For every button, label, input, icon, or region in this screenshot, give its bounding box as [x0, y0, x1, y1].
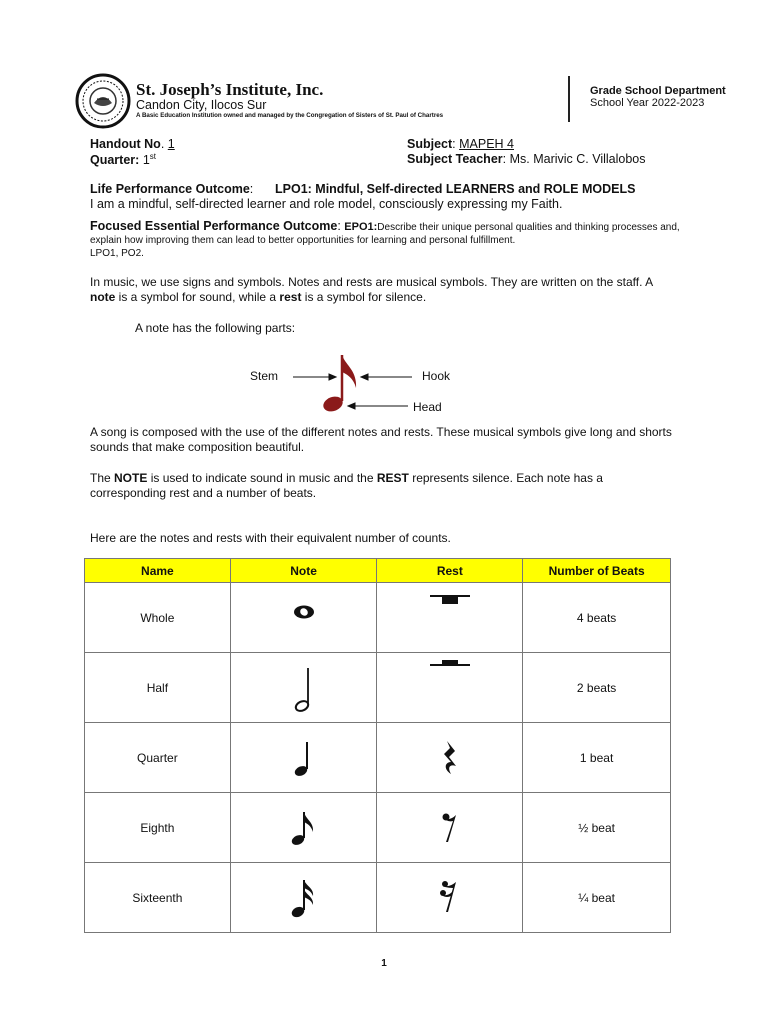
subject-label: Subject: [407, 137, 453, 151]
header-name: Name: [85, 559, 231, 583]
row-rest: [377, 583, 523, 653]
whole-note-icon: [284, 593, 324, 643]
notes-rests-table: [84, 558, 671, 933]
eighth-note-icon: [284, 808, 324, 848]
department-label: Grade School Department: [590, 85, 726, 97]
quarter-note-icon: [284, 738, 324, 778]
fepo-label: Focused Essential Performance Outcome: [90, 219, 338, 233]
row-note: [230, 653, 377, 723]
intro-text-1: In music, we use signs and symbols. Notes and rests are musical symbols. They are written on the staff. A: [90, 275, 653, 289]
intro-text-2: is a symbol for sound, while a: [115, 290, 280, 304]
table-row: [85, 793, 671, 863]
subject-value: MAPEH 4: [459, 137, 514, 151]
rest-word: REST: [376, 471, 409, 485]
teacher-line: Subject Teacher: Ms. Marivic C. Villalobos: [407, 152, 646, 166]
header-beats: Number of Beats: [523, 559, 671, 583]
lpo-line: Life Performance Outcome:: [90, 182, 254, 196]
handout-line: Handout No. 1: [90, 137, 175, 151]
row-name: Sixteenth: [85, 863, 231, 933]
row-note: [230, 723, 377, 793]
half-note-icon: [284, 660, 324, 716]
header-divider: [568, 76, 570, 122]
quarter-rest-icon: [435, 738, 465, 778]
teacher-label: Subject Teacher: [407, 152, 503, 166]
school-year-label: School Year 2022-2023: [590, 97, 705, 109]
row-name: Whole: [85, 583, 231, 653]
lpo-codes: LPO1, PO2.: [90, 248, 144, 259]
row-beats: 1 beat: [523, 723, 671, 793]
note-word: NOTE: [114, 471, 148, 485]
hook-label: Hook: [422, 369, 451, 383]
fepo-text: Focused Essential Performance Outcome: EPO1:Describe their unique personal qualities and thinking processes and, explain how improving them can lead to better opportunities for learning and personal fulfillment.: [90, 219, 680, 246]
header-note: Note: [230, 559, 377, 583]
header-rest: Rest: [377, 559, 523, 583]
row-note: [230, 583, 377, 653]
song-paragraph: A song is composed with the use of the different notes and rests. These musical symbols give long and shorts sounds that make composition beautiful.: [90, 425, 672, 454]
fepo-block: [90, 220, 680, 260]
page-number: 1: [381, 958, 387, 969]
head-arrow: [348, 403, 408, 409]
row-name: Quarter: [85, 723, 231, 793]
quarter-label: Quarter:: [90, 153, 140, 168]
row-name: Eighth: [85, 793, 231, 863]
stem-label: Stem: [250, 369, 279, 383]
note-para-text-3: represents silence. Each note has a corresponding rest and a number of beats.: [90, 471, 603, 500]
intro-paragraph: [90, 275, 680, 305]
institution-location: Candon City, Ilocos Sur: [136, 98, 267, 112]
quarter-suffix: st: [149, 152, 156, 161]
epo-text: Describe their unique personal qualities and thinking processes and, explain how improving them can lead to better opportunities for learning and personal fulfillment.: [90, 222, 680, 246]
sixteenth-rest-icon: [435, 876, 465, 920]
row-beats: ¼ beat: [523, 863, 671, 933]
row-note: [230, 863, 377, 933]
epo-code: EPO1:: [344, 221, 378, 233]
teacher-value: Ms. Marivic C. Villalobos: [509, 152, 646, 166]
note-rest-paragraph: [90, 471, 680, 501]
note-para-text-1: The: [90, 471, 115, 485]
row-beats: 4 beats: [523, 583, 671, 653]
quarter-value: 1: [142, 153, 150, 168]
row-rest: [377, 723, 523, 793]
lpo-value: LPO1: Mindful, Self-directed LEARNERS and ROLE MODELS: [275, 182, 636, 196]
school-seal-logo: [75, 73, 131, 129]
row-rest: [377, 863, 523, 933]
lpo-label: Life Performance Outcome: [90, 182, 250, 196]
row-note: [230, 793, 377, 863]
intro-text-3: is a symbol for silence.: [301, 290, 427, 304]
institution-tagline: A Basic Education Institution owned and managed by the Congregation of Sisters of St. Paul of Chartres: [136, 112, 444, 119]
row-rest: [377, 793, 523, 863]
row-beats: ½ beat: [523, 793, 671, 863]
head-label: Head: [413, 400, 442, 414]
table-row: [85, 863, 671, 933]
table-intro: Here are the notes and rests with their equivalent number of counts.: [90, 531, 451, 545]
table-row: [85, 653, 671, 723]
subject-line: Subject: MAPEH 4: [407, 137, 514, 151]
sixteenth-note-icon: [284, 876, 324, 920]
table-header-row: [85, 559, 671, 583]
intro-note-word: note: [90, 290, 116, 304]
row-beats: 2 beats: [523, 653, 671, 723]
handout-value: 1: [167, 137, 175, 151]
note-para-text-2: is used to indicate sound in music and the: [147, 471, 377, 485]
hook-arrow: [361, 374, 412, 380]
note-parts-intro: A note has the following parts:: [135, 321, 296, 335]
table-row: [85, 583, 671, 653]
whole-rest-icon: [420, 593, 480, 643]
lpo-description: I am a mindful, self-directed learner and role model, consciously expressing my Faith.: [90, 197, 563, 211]
row-rest: [377, 653, 523, 723]
note-parts-diagram: [290, 350, 420, 414]
handout-label: Handout No: [90, 137, 161, 151]
row-name: Half: [85, 653, 231, 723]
eighth-rest-icon: [435, 808, 465, 848]
stem-arrow: [293, 374, 336, 380]
half-rest-icon: [420, 660, 480, 716]
quarter-line: [90, 152, 156, 167]
table-row: [85, 723, 671, 793]
institution-name: St. Joseph’s Institute, Inc.: [136, 80, 324, 99]
intro-rest-word: rest: [279, 290, 302, 304]
